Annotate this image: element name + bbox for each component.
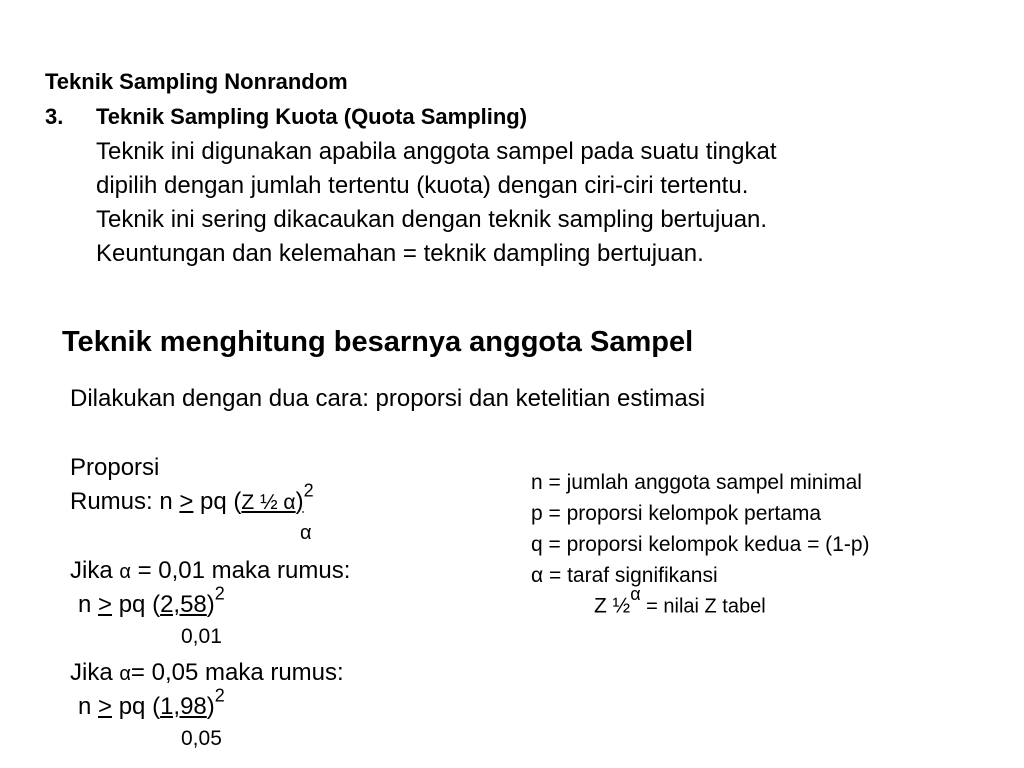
item-title: Teknik Sampling Kuota (Quota Sampling) <box>96 104 528 129</box>
body-line-4: Keuntungan dan kelemahan = teknik dampling bertujuan. <box>96 240 704 267</box>
case1-pq: pq ( <box>112 591 161 618</box>
case1-formula <box>78 583 225 619</box>
legend-z-rest: = nilai Z tabel <box>640 595 766 618</box>
case2-alpha: α <box>119 663 131 685</box>
item-number: 3. <box>45 104 64 129</box>
legend-q: q = proporsi kelompok kedua = (1-p) <box>531 533 870 556</box>
formula-denominator: α <box>300 522 312 544</box>
case2-jika: Jika <box>70 659 120 686</box>
ge-sign: > <box>179 488 194 515</box>
case1-rest: = 0,01 maka rumus: <box>130 557 351 584</box>
case2-ge: > <box>98 693 113 720</box>
rumus-formula <box>70 480 314 516</box>
legend-z-alpha: α <box>630 584 641 604</box>
case1-condition <box>70 557 350 585</box>
slide-title: Teknik Sampling Nonrandom <box>45 69 348 94</box>
pq-open: pq ( <box>193 488 242 515</box>
legend-alpha: α = taraf signifikansi <box>531 564 718 587</box>
exponent: 2 <box>303 480 314 501</box>
case1-num: 2,58 <box>160 591 207 618</box>
case1-exp: 2 <box>214 583 225 604</box>
legend-p: p = proporsi kelompok pertama <box>531 502 822 525</box>
case2-num: 1,98 <box>160 693 207 720</box>
case2-pq: pq ( <box>112 693 161 720</box>
legend-z <box>594 584 766 619</box>
case2-exp: 2 <box>214 685 225 706</box>
z-half-alpha: Z ½ α <box>241 491 296 514</box>
section-heading: Teknik menghitung besarnya anggota Sampel <box>62 326 694 358</box>
body-line-1: Teknik ini digunakan apabila anggota sampel pada suatu tingkat <box>96 138 777 165</box>
case1-n: n <box>78 591 99 618</box>
legend-n: n = jumlah anggota sampel minimal <box>531 471 862 494</box>
case1-ge: > <box>98 591 113 618</box>
case2-rest: = 0,05 maka rumus: <box>130 659 344 686</box>
section-intro: Dilakukan dengan dua cara: proporsi dan ketelitian estimasi <box>70 385 706 412</box>
proporsi-label: Proporsi <box>70 454 160 481</box>
case2-denominator: 0,05 <box>181 727 222 750</box>
case2-n: n <box>78 693 99 720</box>
legend-z-prefix: Z ½ <box>594 594 631 618</box>
case1-close: ) <box>206 591 215 618</box>
case2-close: ) <box>206 693 215 720</box>
body-line-3: Teknik ini sering dikacaukan dengan teknik sampling bertujuan. <box>96 206 768 233</box>
close-paren: ) <box>295 488 304 515</box>
body-line-2: dipilih dengan jumlah tertentu (kuota) dengan ciri-ciri tertentu. <box>96 172 749 199</box>
case1-alpha: α <box>119 561 131 583</box>
rumus-prefix: Rumus: n <box>70 488 180 515</box>
case1-denominator: 0,01 <box>181 625 222 648</box>
case2-condition <box>70 659 344 687</box>
case2-formula <box>78 685 225 721</box>
case1-jika: Jika <box>70 557 120 584</box>
